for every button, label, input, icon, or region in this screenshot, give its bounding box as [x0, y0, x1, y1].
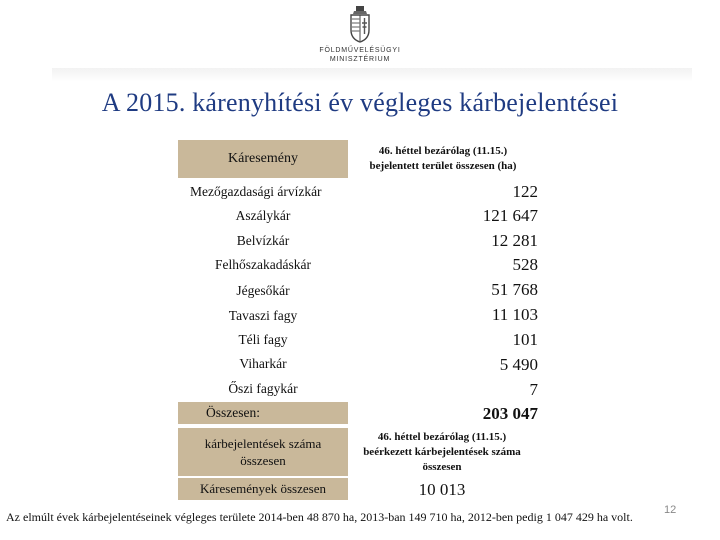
- report-count-label-line2: összesen: [240, 453, 286, 468]
- header-band: [52, 68, 692, 82]
- row-label: Mezőgazdasági árvízkár: [190, 184, 322, 199]
- row-label: Jégesőkár: [236, 283, 290, 298]
- total-value: 203 047: [482, 404, 538, 423]
- row-value: 101: [512, 330, 538, 349]
- row-value: 7: [529, 380, 538, 399]
- table-header-event-label: Káresemény: [228, 151, 298, 166]
- footnote: Az elmúlt évek kárbejelentéseinek végleges területe 2014-ben 48 870 ha, 2013-ban 149 710 ha, 2012-ben pedig 1 047 429 ha volt.: [6, 510, 633, 524]
- row-value: 5 490: [499, 355, 538, 374]
- report-count-label: [178, 428, 348, 476]
- row-value: 11 103: [491, 305, 538, 324]
- row-value: 122: [512, 182, 538, 201]
- row-label: Belvízkár: [236, 233, 290, 248]
- events-total-value: 10 013: [418, 480, 466, 499]
- table-header-area-line1: 46. héttel bezárólag (11.15.): [378, 145, 508, 157]
- row-value: 12 281: [491, 231, 538, 250]
- table-header-event: [178, 140, 348, 178]
- ministry-logo: [310, 4, 410, 64]
- report-count-header: [352, 428, 532, 476]
- row-value: 51 768: [491, 280, 538, 299]
- coat-of-arms-icon: [347, 4, 373, 44]
- ministry-name: [310, 46, 410, 64]
- total-label-text: Összesen:: [206, 405, 260, 420]
- events-total-label-text: Káresemények összesen: [200, 481, 326, 496]
- row-label: Őszi fagykár: [228, 381, 298, 396]
- row-label: Felhőszakadáskár: [215, 257, 311, 272]
- page-number: 12: [664, 504, 677, 516]
- table-header-area: [348, 138, 538, 180]
- table-header-area-line2: bejelentett terület összesen (ha): [369, 160, 517, 172]
- row-label: Aszálykár: [235, 208, 291, 223]
- ministry-name-line1: FÖLDMŰVELÉSÜGYI: [319, 47, 401, 54]
- report-count-header-line1: 46. héttel bezárólag (11.15.): [377, 430, 507, 443]
- row-value: 121 647: [482, 206, 538, 225]
- row-label: Viharkár: [239, 356, 287, 371]
- ministry-name-line2: MINISZTÉRIUM: [329, 56, 391, 63]
- row-label: Téli fagy: [238, 332, 288, 347]
- report-count-label-line1: kárbejelentések száma: [204, 436, 322, 451]
- total-label: [178, 402, 348, 424]
- report-count-header-line2: beérkezett kárbejelentések száma: [363, 445, 521, 458]
- report-count-header-line3: összesen: [422, 460, 462, 473]
- row-label: Tavaszi fagy: [228, 308, 298, 323]
- row-value: 528: [512, 255, 538, 274]
- page-title: A 2015. kárenyhítési év végleges kárbejelentései: [101, 88, 619, 117]
- events-total-label: [178, 478, 348, 500]
